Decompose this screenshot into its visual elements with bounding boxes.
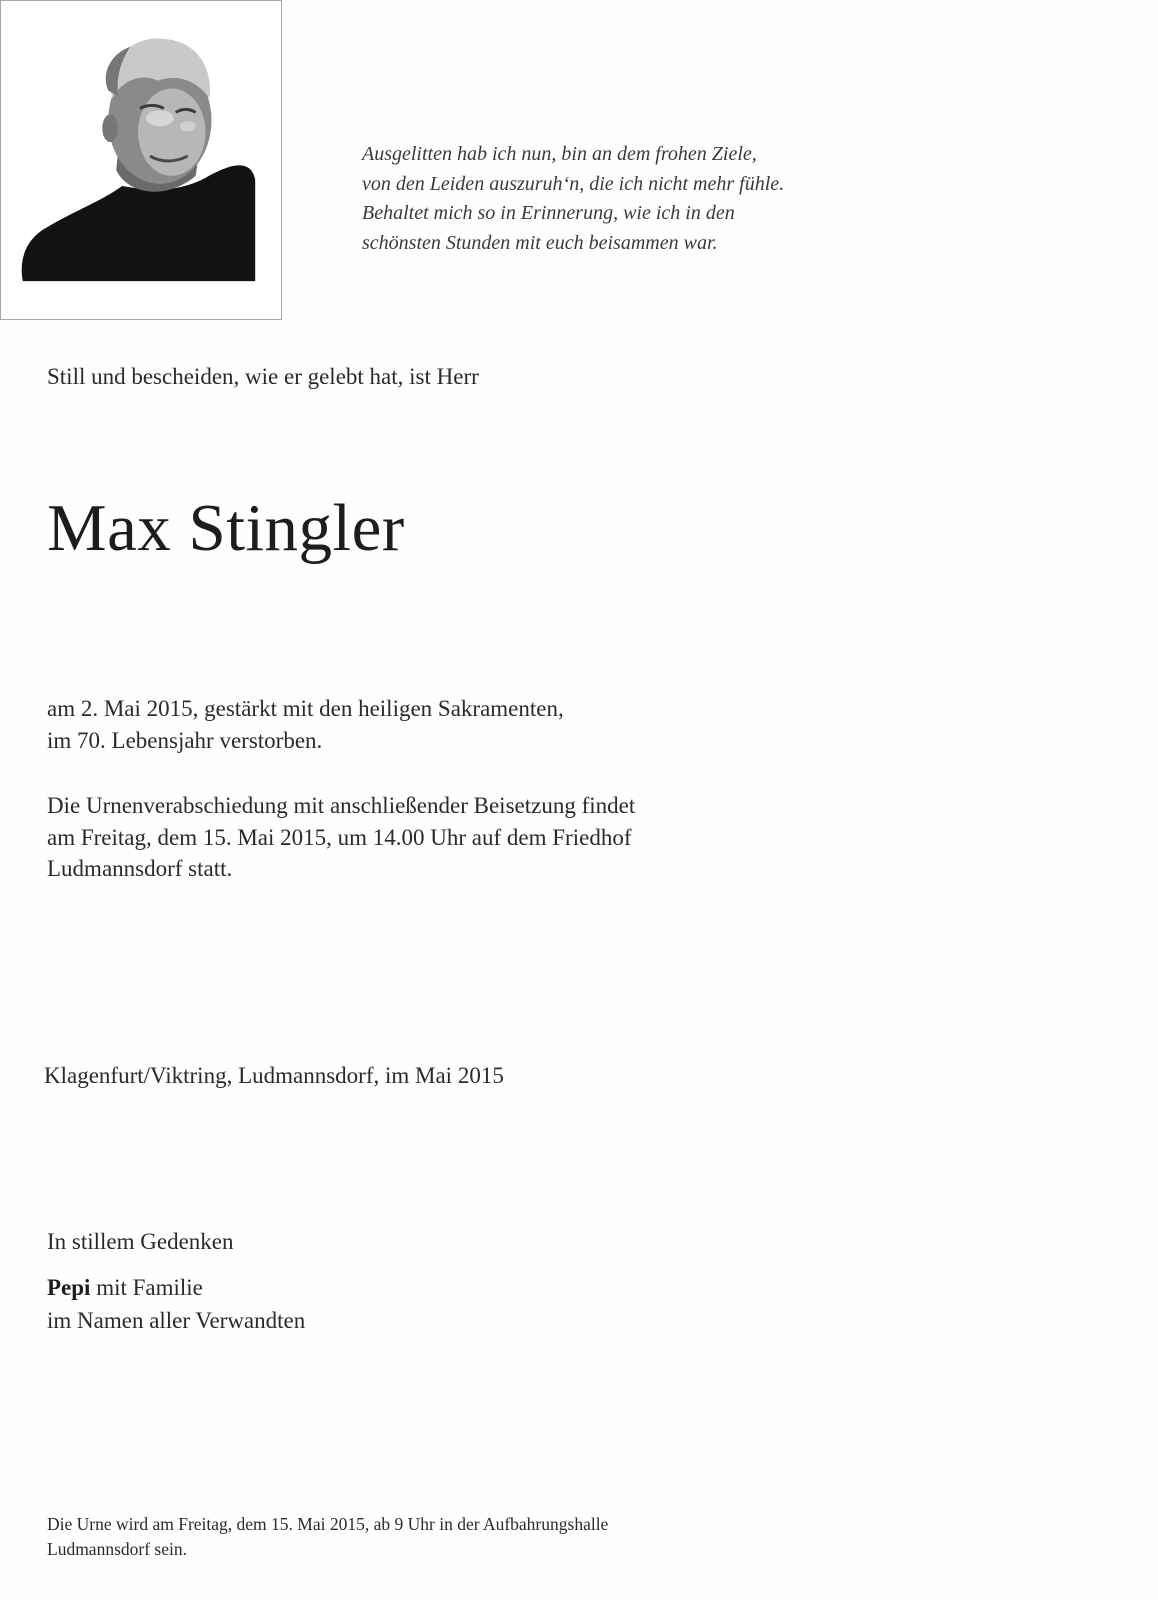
- death-notice-line: am 2. Mai 2015, gestärkt mit den heiligen Sakramenten,: [47, 696, 564, 721]
- memorial-quote: [362, 140, 784, 258]
- signer-relatives: im Namen aller Verwandten: [47, 1307, 306, 1333]
- signers: [47, 1272, 305, 1337]
- portrait-photo: [0, 0, 282, 320]
- in-memory-text: In stillem Gedenken: [47, 1229, 234, 1254]
- intro-text: Still und bescheiden, wie er gelebt hat, ist Herr: [47, 364, 479, 389]
- quote-line: Ausgelitten hab ich nun, bin an dem frohen Ziele,: [362, 143, 757, 165]
- signer-name: Pepi: [47, 1275, 91, 1300]
- death-notice: [47, 693, 564, 756]
- footnote: [47, 1512, 608, 1562]
- death-notice-line: im 70. Lebensjahr verstorben.: [47, 727, 323, 753]
- ceremony-line: am Freitag, dem 15. Mai 2015, um 14.00 Uhr auf dem Friedhof: [47, 824, 632, 850]
- ceremony-notice: [47, 790, 635, 885]
- quote-line: schönsten Stunden mit euch beisammen war.: [362, 231, 718, 254]
- ceremony-line: Die Urnenverabschiedung mit anschließender Beisetzung findet: [47, 793, 636, 818]
- portrait-image: [1, 1, 281, 319]
- signer-line: [47, 1272, 305, 1305]
- place-date: Klagenfurt/Viktring, Ludmannsdorf, im Mai 2015: [44, 1063, 504, 1088]
- signer-family: mit Familie: [90, 1275, 203, 1300]
- deceased-name: Max Stingler: [47, 491, 405, 565]
- footnote-line: Die Urne wird am Freitag, dem 15. Mai 2015, ab 9 Uhr in der Aufbahrungshalle: [47, 1514, 609, 1534]
- quote-line: Behaltet mich so in Erinnerung, wie ich in den: [362, 202, 735, 224]
- quote-line: von den Leiden auszuruh‘n, die ich nicht mehr fühle.: [362, 172, 785, 195]
- ceremony-line: Ludmannsdorf statt.: [47, 856, 233, 881]
- footnote-line: Ludmannsdorf sein.: [47, 1539, 187, 1559]
